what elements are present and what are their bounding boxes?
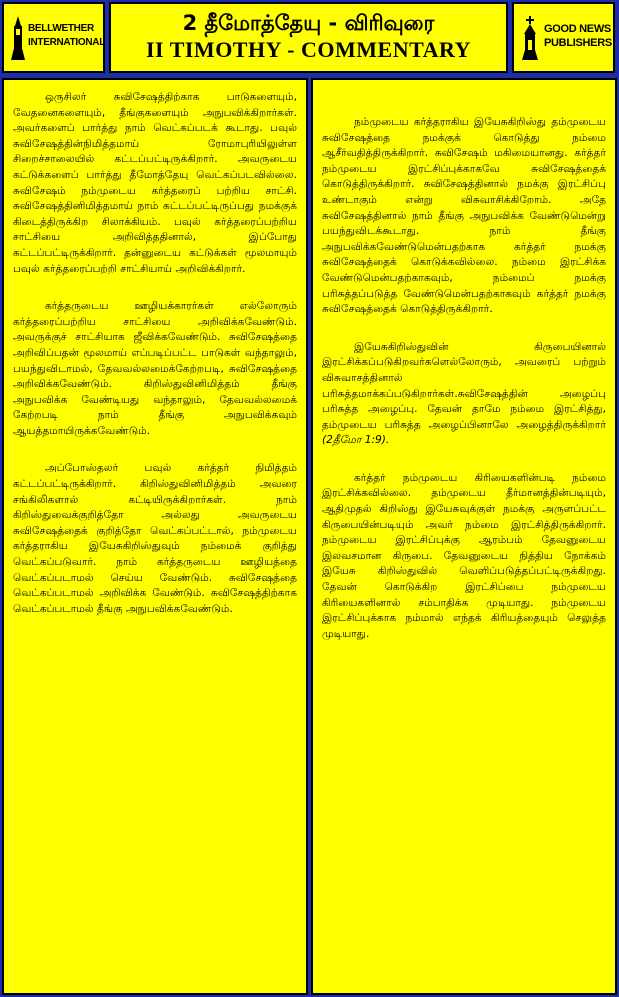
left-column xyxy=(2,78,308,995)
right-column xyxy=(311,78,617,995)
logo-line-1: GOOD NEWS xyxy=(544,23,611,35)
logo-line-1: BELLWETHER xyxy=(28,23,94,34)
good-news-logo xyxy=(512,2,615,73)
good-news-logo-text xyxy=(544,22,612,50)
paragraph: ஒருசிலர் சுவிசேஷத்திற்காக பாடுகளையும், வேதனைகளையும், தீங்குகளையும் அநுபவிக்கிறார்கள். அவர்களைப் பார்த்து நாம் வெட்கப்படக் கூடாது. பவுல் சுவிசேஷத்தின்நிமித்தமாய் ரோமாபுரியிலுள்ள சிறைச்சாலையில் கட்டப்பட்டிருக்கிறார். அவருடைய கட்டுக்களைப் பார்த்து தீமோத்தேயு வெட்கப்படவில்லை. சுவிசேஷம் நம்முடைய கர்த்தரைப் பற்றிய சாட்சி. சுவிசேஷத்தினிமித்தமாய் நாம் கட்டப்பட்டிருப்பது நமக்குக் கிடைத்திருக்கிற சிலாக்கியம். பவுல் கர்த்தரைப்பற்றிய சாட்சியை அறிவித்ததினால், இப்போது கட்டப்பட்டிருக்கிறார். தன்னுடைய கட்டுக்கள் மூலமாயும் பவுல் கர்த்தரைப்பற்றி சாட்சியாய் அறிவிக்கிறார். xyxy=(13,91,297,275)
title-box xyxy=(109,2,508,73)
church-icon xyxy=(522,16,538,60)
paragraph-text: இயேசுகிறிஸ்துவின் கிருபையினால் இரட்சிக்கப்படுகிறவர்களெல்லோரும், அவரைப் பற்றும் விசுவாசத்தினால் பரிசுத்தமாக்கப்படுகிறார்கள்.சுவிசேஷத்தின் அழைப்பு பரிசுத்த அழைப்பு. தேவன் தாமே நம்மை இரட்சித்து, தம்முடைய பரிசுத்த அழைப்பினாலே அழைத்திருக்கிறார் xyxy=(322,340,606,431)
page-title-tamil: 2 தீமோத்தேயு - விரிவுரை xyxy=(182,11,435,35)
bell-tower-icon xyxy=(10,16,26,60)
paragraph xyxy=(322,340,606,449)
paragraph: நம்முடைய கர்த்தராகிய இயேசுகிறிஸ்து தம்முடைய சுவிசேஷத்தை நமக்குக் கொடுத்து நம்மை ஆசீர்வதித்திருக்கிறார். சுவிசேஷம் மகிமையானது. கர்த்தர் நம்முடைய இரட்சிப்புக்காகவே சுவிசேஷத்தைக் கொடுத்திருக்கிறார். சுவிசேஷத்தினால் நமக்கு இரட்சிப்பு உண்டாகும் என்று விசுவாசிக்கிறோம். அதே சுவிசேஷத்தினால் நாம் தீங்கு அநுபவிக்க வேண்டுமென்று பயந்துவிடக்கூடாது. நாம் தீங்கு அநுபவிக்கவேண்டுமென்பதற்காக கர்த்தர் நமக்கு சுவிசேஷத்தைக் கொடுக்கவில்லை. நம்மை இரட்சிக்க வேண்டுமென்பதற்காகவும், நம்மைப் நமக்கு பரிசுத்தப்படுத்த வேண்டுமென்பதற்காகவும் கர்த்தர் நமக்கு சுவிசேஷத்தைக் கொடுத்திருக்கிறார். xyxy=(322,116,606,316)
logo-line-2: PUBLISHERS xyxy=(544,37,612,49)
scripture-citation: (2தீமோ 1:9). xyxy=(322,434,390,447)
header xyxy=(2,2,617,77)
bellwether-logo xyxy=(2,2,105,73)
paragraph: அப்போஸ்தலர் பவுல் கர்த்தர் நிமித்தம் கட்டப்பட்டிருக்கிறார். கிறிஸ்துவினிமித்தம் அவரை சங்கிலிகளால் கட்டியிருக்கிறார்கள். நாம் கிறிஸ்துவைக்குறித்தோ அல்லது அவருடைய சுவிசேஷத்தைக் குறித்தோ வெட்கப்பட்டால், நம்முடைய கர்த்தராகிய இயேசுகிறிஸ்துவும் நம்மைக் குறித்து வெட்கப்படுவார். நாம் கர்த்தருடைய ஊழியத்தை வெட்கப்படாமல் செய்ய வேண்டும். சுவிசேஷத்தை வெட்கப்படாமல் அறிவிக்க வேண்டும். சுவிசேஷத்திற்காக வெட்கப்படாமல் தீங்கு அநுபவிக்கவேண்டும். xyxy=(13,462,297,615)
paragraph: கர்த்தருடைய ஊழியக்காரர்கள் எல்லோரும் கர்த்தரைப்பற்றிய சாட்சியை அறிவிக்கவேண்டும். அவருக்குச் சாட்சியாக ஜீவிக்கவேண்டும். சுவிசேஷத்தை அறிவிப்பதன் மூலமாய் எப்படிப்பட்ட பாடுகள் வந்தாலும், பயந்துவிடாமல், தேவவல்லமைக்கேற்றபடி, சுவிசேஷத்தை அறிவிக்கவேண்டும். கிறிஸ்துவினிமித்தம் தீங்கு அநுபவிக்க வேண்டியது வந்தாலும், தேவவல்லமைக் கேற்றபடி நாம் தீங்கு அநுபவிக்கவும் ஆயத்தமாயிருக்கவேண்டும். xyxy=(13,300,297,437)
paragraph: கர்த்தர் நம்முடைய கிரியைகளின்படி நம்மை இரட்சிக்கவில்லை. தம்முடைய தீர்மானத்தின்படியும், ஆதிமுதல் கிறிஸ்து இயேசுவுக்குள் நமக்கு அருளப்பட்ட கிருபையின்படியும் அவர் நம்மை இரட்சித்திருக்கிறார். நம்முடைய இரட்சிப்புக்கு ஆரம்பம் தேவனுடைய இலவசமான கிருபை. தேவனுடைய நித்திய நோக்கம் இயேசு கிறிஸ்துவில் வெளிப்படுத்தப்பட்டிருக்கிறது. தேவன் கொடுக்கிற இரட்சிப்பை நம்முடைய கிரியைகளினால் சம்பாதிக்க முடியாது. நம்முடைய இரட்சிப்புக்காக நம்மால் எந்தக் கிரியத்தையும் செலுத்த முடியாது. xyxy=(322,471,606,640)
page-title-english: II TIMOTHY - COMMENTARY xyxy=(145,37,472,62)
bellwether-logo-text xyxy=(28,22,105,50)
logo-line-2: INTERNATIONAL xyxy=(28,37,106,48)
